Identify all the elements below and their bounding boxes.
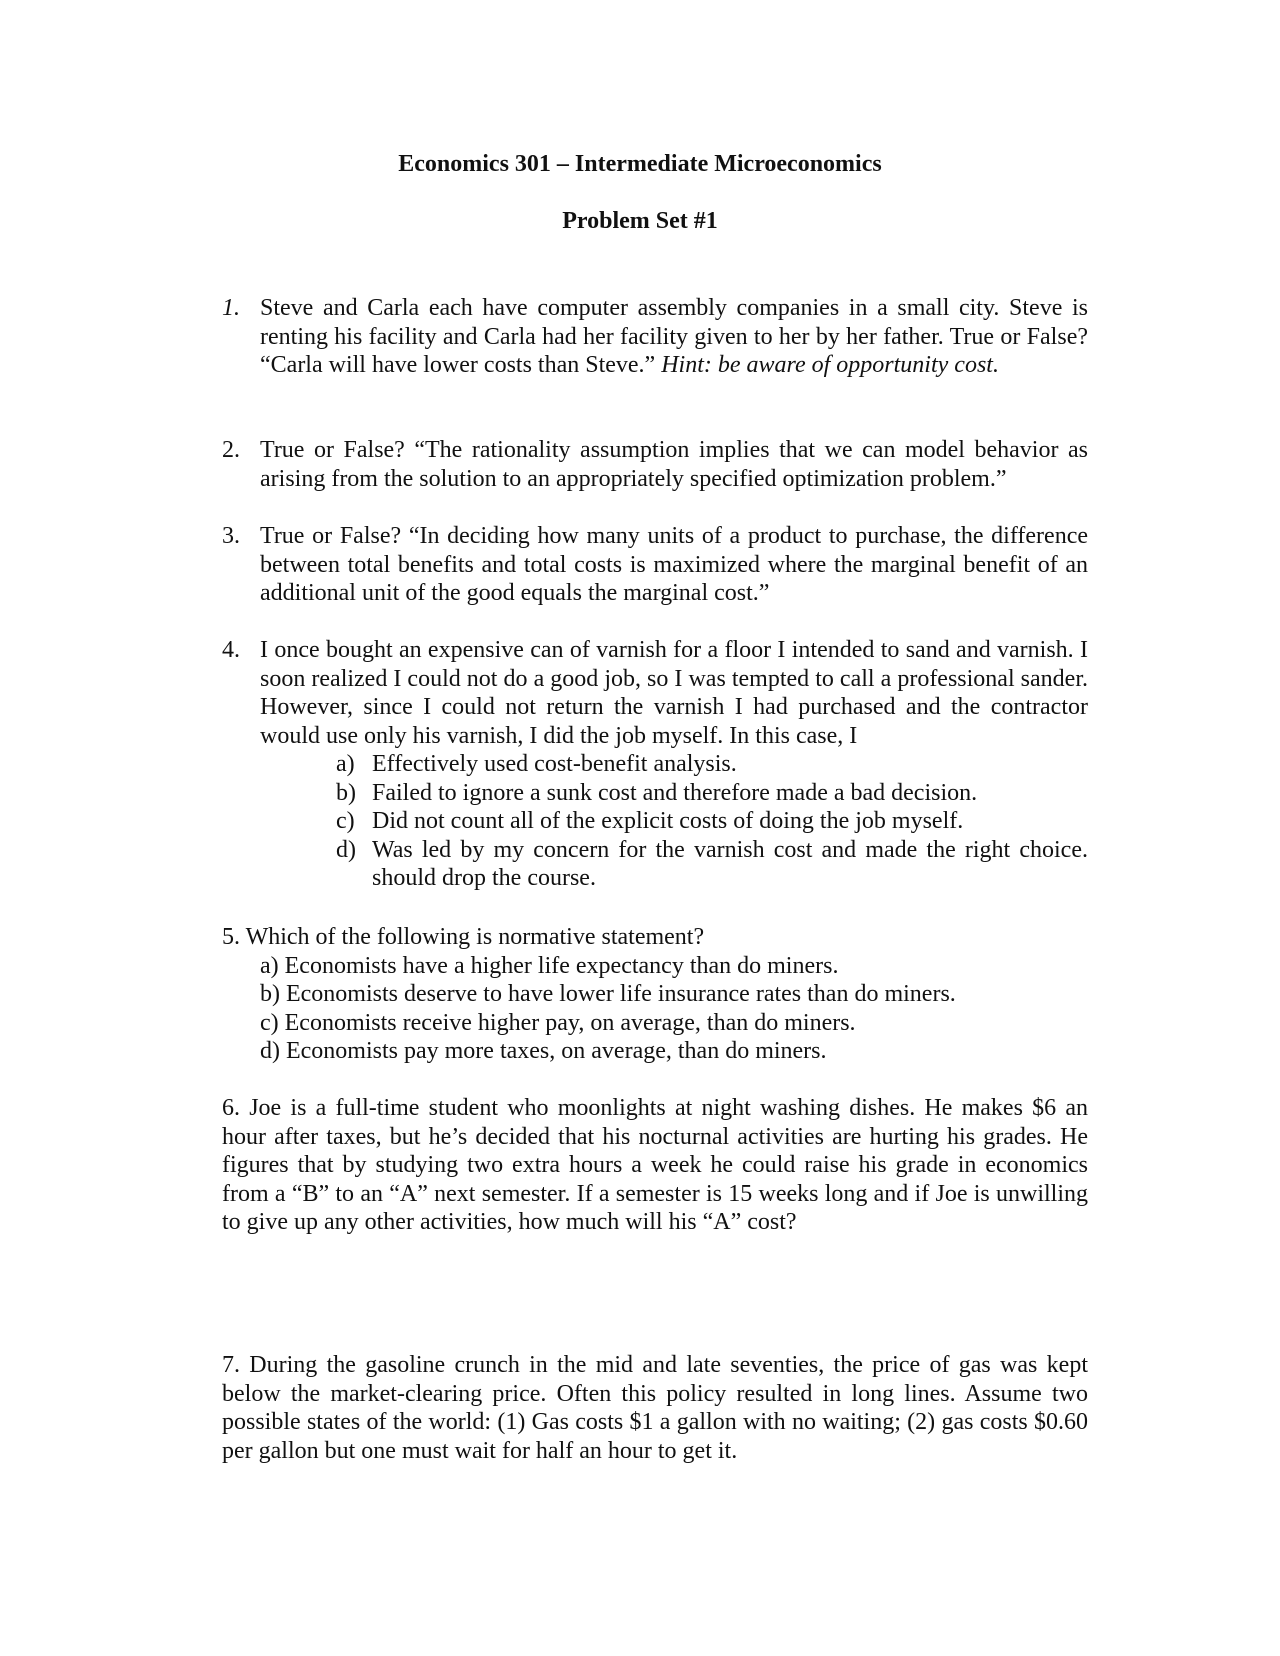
question-5 (222, 923, 1088, 1066)
answer-option (336, 779, 1088, 808)
question-text: True or False? “The rationality assumption implies that we can model behavior as arising from the solution to an appropriately specified optimization problem.” (260, 437, 1088, 492)
problem-set-title: Problem Set #1 (562, 208, 718, 234)
question-2 (222, 436, 1088, 493)
option-text: Was led by my concern for the varnish cost and made the right choice. should drop the course. (372, 836, 1088, 891)
question-body (260, 294, 1088, 380)
answer-option (336, 836, 1088, 893)
option-letter: b) (336, 779, 356, 806)
question-text: 5. Which of the following is normative statement? (222, 924, 705, 950)
answer-option: c) Economists receive higher pay, on average, than do miners. (260, 1009, 856, 1036)
question-text: True or False? “In deciding how many units of a product to purchase, the difference between total benefits and total costs is maximized where the marginal benefit of an additional unit of the good equals the marginal cost.” (260, 523, 1088, 606)
answer-option: d) Economists pay more taxes, on average, than do miners. (260, 1038, 827, 1064)
question-text: I once bought an expensive can of varnish for a floor I intended to sand and varnish. I soon realized I could not do a good job, so I was tempted to call a professional sander. However, since I could not return the varnish I had purchased and the contractor would use only his varnish, I did the job myself. In this case, I (260, 637, 1088, 749)
answer-option (336, 807, 1088, 836)
course-title: Economics 301 – Intermediate Microeconomics (398, 151, 882, 177)
option-text: Failed to ignore a sunk cost and therefore made a bad decision. (372, 779, 978, 806)
answer-option: b) Economists deserve to have lower life insurance rates than do miners. (260, 981, 956, 1007)
question-text: Steve and Carla each have computer assembly companies in a small city. Steve is renting his facility and Carla had her facility given to her by her father. True or False? “Carla will have lower costs than Steve.” (260, 295, 1088, 378)
answer-option: a) Economists have a higher life expectancy than do miners. (260, 952, 839, 979)
option-text: Effectively used cost-benefit analysis. (372, 751, 737, 777)
question-number: 1. (222, 295, 240, 321)
question-number: 4. (222, 637, 240, 663)
answer-option (336, 750, 1088, 779)
question-text: 6. Joe is a full-time student who moonlights at night washing dishes. He makes $6 an hour after taxes, but he’s decided that his nocturnal activities are hurting his grades. He figures that by studying two extra hours a week he could raise his grade in economics from a “B” to an “A” next semester. If a semester is 15 weeks long and if Joe is unwilling to give up any other activities, how much will his “A” cost? (222, 1095, 1088, 1235)
question-3 (222, 522, 1088, 608)
question-body (260, 636, 1088, 893)
answer-options (260, 952, 1088, 1066)
question-1 (222, 294, 1088, 380)
question-4 (222, 636, 1088, 893)
option-letter: c) (336, 808, 355, 834)
question-7 (222, 1351, 1088, 1465)
answer-options (336, 750, 1088, 893)
option-text: Did not count all of the explicit costs of doing the job myself. (372, 808, 964, 834)
option-letter: d) (336, 836, 356, 863)
question-hint: Hint: be aware of opportunity cost. (661, 352, 999, 378)
question-text: 7. During the gasoline crunch in the mid and late seventies, the price of gas was kept below the market-clearing price. Often this policy resulted in long lines. Assume two possible states of the world: (1) Gas costs $1 a gallon with no waiting; (2) gas costs $0.60 per gallon but one must wait for half an hour to get it. (222, 1352, 1088, 1464)
question-6 (222, 1094, 1088, 1237)
option-letter: a) (336, 751, 355, 777)
question-number: 3. (222, 523, 240, 549)
question-number: 2. (222, 437, 240, 463)
